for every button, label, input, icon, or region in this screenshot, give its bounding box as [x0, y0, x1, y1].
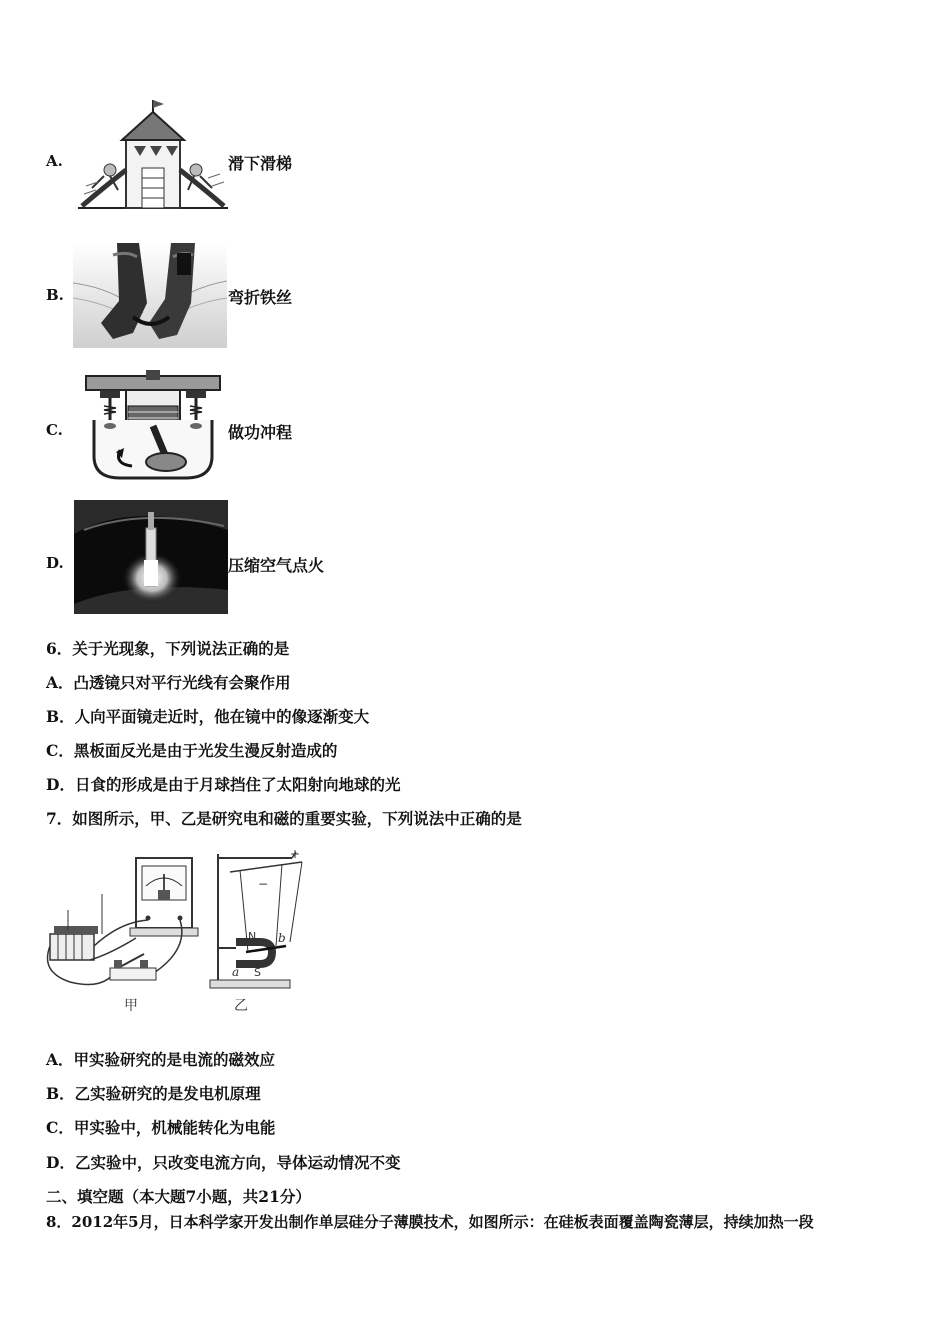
- figure-n-pole: N: [248, 930, 257, 943]
- q8-stem: 8．2012年5月，日本科学家开发出制作单层硅分子薄膜技术，如图所示：在硅板表面覆盖陶瓷薄层，持续加热一段: [46, 1213, 814, 1231]
- figure-label-a: a: [232, 965, 240, 979]
- q7-option-d: D．乙实验中，只改变电流方向，导体运动情况不变: [46, 1153, 401, 1172]
- q7-figure: [40, 842, 340, 1024]
- hands-bending-wire-icon: [73, 243, 227, 348]
- figure-label-right: 乙: [234, 998, 248, 1014]
- option-b-letter: B.: [46, 286, 64, 304]
- engine-stroke-icon: [80, 370, 226, 482]
- air-compression-ignition-icon: [74, 500, 228, 614]
- q6-stem: 6．关于光现象，下列说法正确的是: [46, 639, 290, 658]
- electromagnetism-experiments-diagram: [40, 842, 340, 1024]
- q7-stem: 7．如图所示，甲、乙是研究电和磁的重要实验，下列说法中正确的是: [46, 809, 522, 828]
- option-c-label: 做功冲程: [228, 423, 293, 442]
- q6-option-b: B．人向平面镜走近时，他在镜中的像逐渐变大: [46, 707, 370, 726]
- figure-s-pole: S: [254, 966, 261, 979]
- section-heading: 二、填空题（本大题7小题，共21分）: [46, 1187, 311, 1206]
- figure-plus-sign: +: [290, 847, 301, 861]
- option-b-label: 弯折铁丝: [228, 288, 293, 307]
- playground-slide-icon: [78, 98, 228, 210]
- q7-option-a: A．甲实验研究的是电流的磁效应: [46, 1050, 276, 1069]
- option-a-label: 滑下滑梯: [228, 154, 293, 173]
- option-d-label: 压缩空气点火: [228, 556, 325, 575]
- option-c-letter: C.: [46, 421, 63, 439]
- q7-option-b: B．乙实验研究的是发电机原理: [46, 1084, 261, 1103]
- option-a-letter: A.: [46, 152, 63, 170]
- figure-minus-sign: −: [258, 877, 269, 891]
- option-d-letter: D.: [46, 554, 64, 572]
- figure-label-left: 甲: [124, 998, 138, 1014]
- q7-option-c: C．甲实验中，机械能转化为电能: [46, 1118, 276, 1137]
- q6-option-c: C．黑板面反光是由于光发生漫反射造成的: [46, 741, 338, 760]
- q6-option-d: D．日食的形成是由于月球挡住了太阳射向地球的光: [46, 775, 401, 794]
- figure-label-b: b: [278, 931, 286, 945]
- q6-option-a: A．凸透镜只对平行光线有会聚作用: [46, 673, 291, 692]
